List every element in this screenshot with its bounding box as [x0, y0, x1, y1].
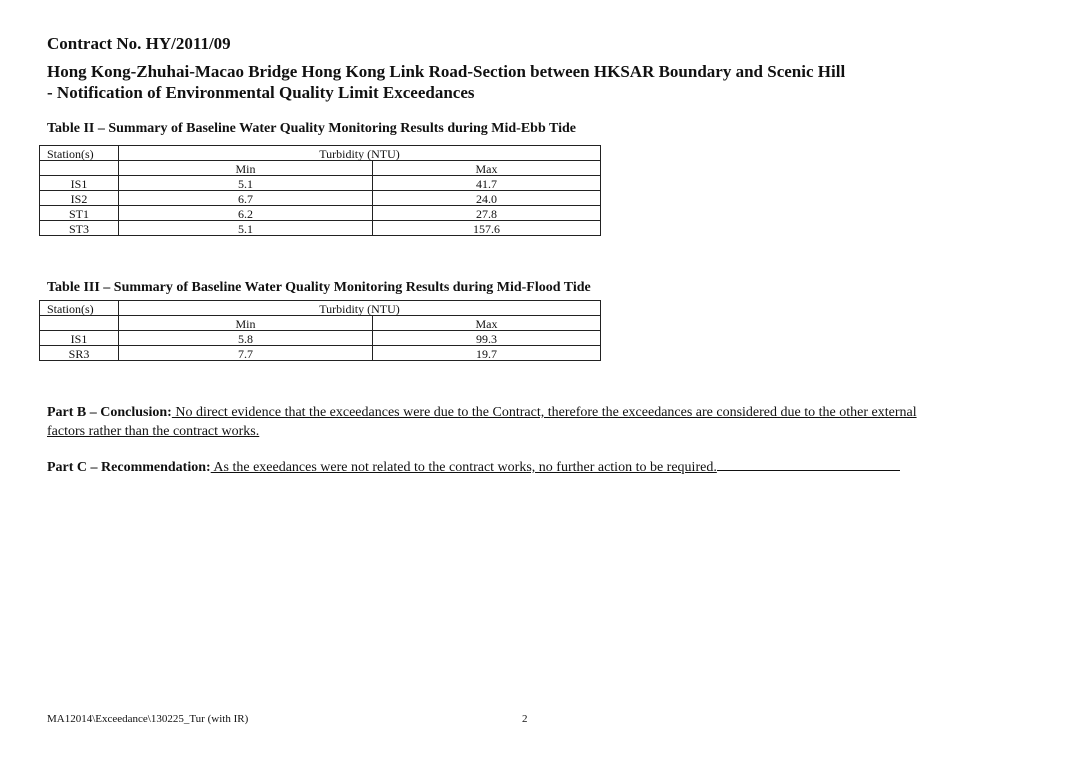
min-header: Min [119, 316, 373, 331]
part-c-recommendation [47, 458, 900, 476]
max-cell: 157.6 [373, 221, 601, 236]
part-b-text-line2: factors rather than the contract works. [47, 424, 260, 439]
table-row [40, 176, 601, 191]
part-c-text: As the exeedances were not related to the contract works, no further action to be required. [210, 460, 717, 475]
table3-caption: Table III – Summary of Baseline Water Quality Monitoring Results during Mid-Flood Tide [47, 280, 591, 295]
max-cell: 24.0 [373, 191, 601, 206]
table-row [40, 346, 601, 361]
table-row [40, 191, 601, 206]
station-cell: IS1 [40, 176, 119, 191]
station-cell: IS1 [40, 331, 119, 346]
table-subheader-row [40, 161, 601, 176]
document-title-line2: - Notification of Environmental Quality Limit Exceedances [47, 83, 475, 102]
table-row [40, 331, 601, 346]
part-c-label: Part C – Recommendation: [47, 460, 211, 475]
page-number: 2 [522, 713, 528, 725]
max-cell: 99.3 [373, 331, 601, 346]
min-cell: 6.7 [119, 191, 373, 206]
table-row [40, 221, 601, 236]
max-cell: 19.7 [373, 346, 601, 361]
max-header: Max [373, 316, 601, 331]
table3-baseline-mid-flood [39, 300, 601, 361]
max-cell: 27.8 [373, 206, 601, 221]
max-cell: 41.7 [373, 176, 601, 191]
min-cell: 7.7 [119, 346, 373, 361]
min-header: Min [119, 161, 373, 176]
turbidity-header: Turbidity (NTU) [119, 146, 601, 161]
station-cell: ST3 [40, 221, 119, 236]
table-header-row [40, 301, 601, 316]
table2-caption: Table II – Summary of Baseline Water Quality Monitoring Results during Mid-Ebb Tide [47, 121, 576, 136]
table2-baseline-mid-ebb [39, 145, 601, 236]
turbidity-header: Turbidity (NTU) [119, 301, 601, 316]
station-cell: ST1 [40, 206, 119, 221]
footer-file-path: MA12014\Exceedance\130225_Tur (with IR) [47, 713, 249, 725]
table-header-row [40, 146, 601, 161]
blank-cell [40, 161, 119, 176]
document-title-line1: Hong Kong-Zhuhai-Macao Bridge Hong Kong Link Road-Section between HKSAR Boundary and Scenic Hill [47, 62, 846, 81]
station-cell: IS2 [40, 191, 119, 206]
station-header: Station(s) [40, 146, 119, 161]
part-b-conclusion [47, 405, 917, 421]
contract-number: Contract No. HY/2011/09 [47, 34, 231, 53]
part-b-conclusion-continued [47, 424, 259, 440]
max-header: Max [373, 161, 601, 176]
part-b-text-line1: No direct evidence that the exceedances were due to the Contract, therefore the exceedances are considered due to the other external [171, 405, 917, 420]
min-cell: 5.1 [119, 176, 373, 191]
underline-fill [717, 458, 900, 471]
min-cell: 5.1 [119, 221, 373, 236]
min-cell: 5.8 [119, 331, 373, 346]
table-subheader-row [40, 316, 601, 331]
part-b-label: Part B – Conclusion: [47, 405, 172, 420]
station-header: Station(s) [40, 301, 119, 316]
min-cell: 6.2 [119, 206, 373, 221]
blank-cell [40, 316, 119, 331]
table-row [40, 206, 601, 221]
station-cell: SR3 [40, 346, 119, 361]
